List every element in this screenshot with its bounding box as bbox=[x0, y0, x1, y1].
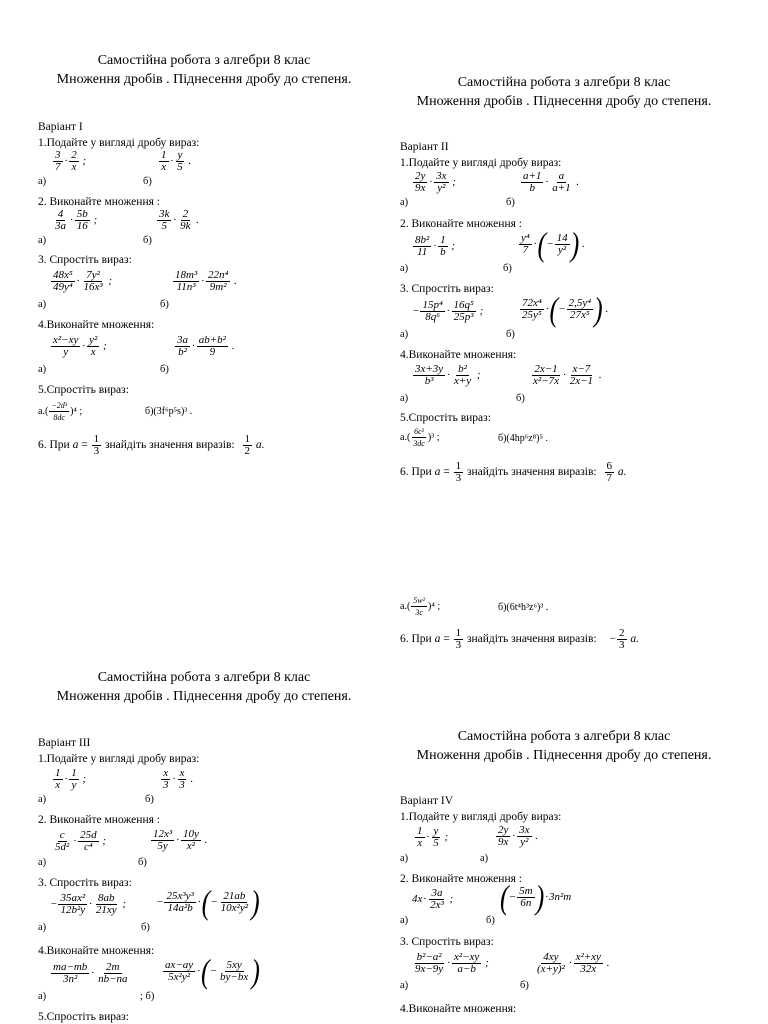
variant-title: Варіант ІІІ bbox=[38, 737, 91, 749]
expr-1a: $\frac{1}{x}$ · $\frac{y}{5}$ ; bbox=[417, 825, 449, 849]
expr-2b: $\frac{\text{y⁴}}{7}$ ·(− $\frac{14}{\text{y²}}$ ) . bbox=[521, 225, 585, 263]
label-a: а) bbox=[400, 393, 409, 404]
expr-5b-body: (3f⁶p⁵s)³ . bbox=[153, 406, 193, 417]
expr-3a: $\frac{\text{48x⁵}}{\text{49y⁴}}$ · $\frac{\text{7y²}}{\text{16x³}}$ ; bbox=[53, 269, 113, 293]
label-a: а) bbox=[38, 235, 47, 246]
expr-1a: $\frac{3}{7}$ · $\frac{2}{x}$ ; bbox=[55, 149, 87, 173]
label-a: а) bbox=[38, 176, 47, 187]
label-b: ; б) bbox=[140, 991, 155, 1002]
label-b: б) bbox=[498, 602, 507, 613]
task-4-heading: 4.Виконайте множення: bbox=[400, 1003, 517, 1015]
task-6-var: a bbox=[434, 633, 441, 645]
expr-5b bbox=[145, 406, 192, 417]
variant-title: Варіант ІІ bbox=[400, 141, 449, 153]
header-line1: Самостійна робота з алгебри 8 клас bbox=[97, 670, 311, 685]
task-4-heading: 4.Виконайте множення: bbox=[400, 349, 517, 361]
task-5-heading: 5.Спростіть вираз: bbox=[38, 1011, 129, 1023]
expr-5a: а.( $\frac{\text{−2d³}}{8dc}$ )⁴ ; bbox=[38, 401, 83, 422]
task-4-heading: 4.Виконайте множення: bbox=[38, 319, 155, 331]
expr-extra-b bbox=[498, 602, 548, 613]
expr-3b: $\frac{\text{72x⁴}}{\text{25y⁵}}$ ·(− $\frac{\text{2,5y⁴}}{\text{27x⁵}}$ ) . bbox=[522, 290, 609, 328]
label-a-dot: а. bbox=[400, 600, 407, 612]
task-6-neg: − bbox=[609, 633, 616, 645]
task-6-eq: = bbox=[440, 466, 453, 478]
task-6: 6. При a = $\frac{1}{3}$ знайдіть значення виразів: $\frac{1}{2}$ a. bbox=[38, 433, 265, 457]
label-b: б) bbox=[520, 980, 529, 991]
expr-4a: $\frac{3x+3y}{\text{b³}}$ · $\frac{\text{b²}}{x+y}$ ; bbox=[415, 363, 481, 387]
expr-1b: $\frac{a+1}{b}$ · $\frac{a}{a+1}$ . bbox=[523, 170, 580, 194]
label-a-dot: а. bbox=[400, 431, 407, 443]
header-line2: Множення дробів . Піднесення дробу до степеня. bbox=[56, 72, 352, 87]
label-b: б) bbox=[506, 329, 515, 340]
header-line2: Множення дробів . Піднесення дробу до степеня. bbox=[416, 94, 712, 109]
expr-5a-tail: )³ ; bbox=[427, 431, 440, 443]
label-b: б) bbox=[145, 406, 154, 417]
task-6-eq: = bbox=[78, 439, 91, 451]
variant-title: Варіант ІV bbox=[400, 795, 454, 807]
task-5-heading: 5.Спростіть вираз: bbox=[38, 384, 129, 396]
label-b: б) bbox=[498, 433, 507, 444]
expr-1a: $\frac{1}{x}$ · $\frac{1}{y}$ ; bbox=[55, 767, 87, 791]
task-5-heading: 5.Спростіть вираз: bbox=[400, 412, 491, 424]
label-b: б) bbox=[143, 176, 152, 187]
label-a-dot: а. bbox=[38, 405, 45, 417]
task-6-tail: a. bbox=[627, 633, 639, 645]
task-3-heading: 3. Спростіть вираз: bbox=[38, 877, 132, 889]
task-2-heading: 2. Виконайте множення : bbox=[38, 814, 160, 826]
expr-5b bbox=[498, 433, 548, 444]
header-line1: Самостійна робота з алгебри 8 клас bbox=[457, 729, 671, 744]
label-b: б) bbox=[141, 922, 150, 933]
expr-2b: $\frac{\text{12x³}}{5y}$ · $\frac{10y}{\text{x²}}$ . bbox=[153, 828, 208, 852]
label-b: б) bbox=[516, 393, 525, 404]
task-2-heading: 2. Виконайте множення : bbox=[38, 196, 160, 208]
task-2-heading: 2. Виконайте множення : bbox=[400, 218, 522, 230]
label-a: а) bbox=[400, 915, 409, 926]
header-line2: Множення дробів . Піднесення дробу до степеня. bbox=[416, 748, 712, 763]
header-title-2 bbox=[394, 73, 734, 111]
expr-5b-body: (4hp⁶z⁸)⁵ . bbox=[506, 433, 548, 444]
label-b: б) bbox=[160, 299, 169, 310]
task-6-prefix: 6. При bbox=[38, 439, 73, 451]
expr-extra-a-tail: )⁴ ; bbox=[428, 600, 441, 612]
label-a: а) bbox=[400, 853, 409, 864]
label-a: а) bbox=[480, 853, 489, 864]
label-a: а) bbox=[38, 922, 47, 933]
expr-1b: $\frac{x}{3}$ · $\frac{x}{3}$ . bbox=[163, 767, 194, 791]
expr-extra-a: а.( $\frac{\text{5w²}}{3c}$ )⁴ ; bbox=[400, 596, 441, 617]
task-1-heading: 1.Подайте у вигляді дробу вираз: bbox=[38, 137, 200, 149]
header-title-4 bbox=[394, 727, 734, 765]
expr-4a: $\frac{ma-mb}{\text{3n²}}$ · $\frac{2m}{nb-na}$ bbox=[53, 961, 128, 985]
expr-extra-b-body: (6t⁴h³z⁶)³ . bbox=[506, 602, 549, 613]
header-title-1 bbox=[34, 51, 374, 89]
label-a: а) bbox=[38, 857, 47, 868]
label-b: б) bbox=[503, 263, 512, 274]
task-3-heading: 3. Спростіть вираз: bbox=[38, 254, 132, 266]
label-b: б) bbox=[486, 915, 495, 926]
expr-2a: $\frac{4}{3a}$ · $\frac{5b}{16}$ ; bbox=[55, 208, 98, 232]
label-a: а) bbox=[38, 794, 47, 805]
label-a: а) bbox=[400, 263, 409, 274]
label-a: а) bbox=[38, 364, 47, 375]
label-a: а) bbox=[400, 197, 409, 208]
task-6-mid: знайдіть значення виразів: bbox=[464, 633, 600, 645]
header-line1: Самостійна робота з алгебри 8 клас bbox=[97, 53, 311, 68]
expr-4b: $\frac{2x-1}{\text{x²−7x}}$ · $\frac{x-7}{2x-1}$ . bbox=[533, 363, 602, 387]
task-6-tail: a. bbox=[253, 439, 265, 451]
expr-5a-tail: )⁴ ; bbox=[70, 405, 83, 417]
header-line2: Множення дробів . Піднесення дробу до степеня. bbox=[56, 689, 352, 704]
label-b: б) bbox=[143, 235, 152, 246]
label-b: б) bbox=[160, 364, 169, 375]
task-6-mid: знайдіть значення виразів: bbox=[464, 466, 600, 478]
task-4-heading: 4.Виконайте множення: bbox=[38, 945, 155, 957]
label-a: а) bbox=[38, 991, 47, 1002]
task-6-tail: a. bbox=[615, 466, 627, 478]
expr-2a: $\frac{\text{8b²}}{11}$ · $\frac{1}{b}$ ; bbox=[415, 234, 455, 258]
expr-1b: $\frac{2y}{9x}$ · $\frac{3x}{\text{y²}}$ . bbox=[498, 824, 539, 848]
header-title-3 bbox=[34, 668, 374, 706]
header-line1: Самостійна робота з алгебри 8 клас bbox=[457, 75, 671, 90]
label-b: б) bbox=[506, 197, 515, 208]
label-a: а) bbox=[400, 980, 409, 991]
expr-3b: $\frac{\text{18m³}}{\text{11n³}}$ · $\frac{\text{22n⁴}}{\text{9m²}}$ . bbox=[175, 269, 237, 293]
expr-4a: $\frac{\text{x²−xy}}{y}$ · $\frac{\text{y²}}{x}$ ; bbox=[53, 334, 107, 358]
task-6-extra: 6. При a = $\frac{1}{3}$ знайдіть значення виразів: − $\frac{2}{3}$ a. bbox=[400, 627, 639, 651]
task-6-eq: = bbox=[440, 633, 453, 645]
expr-1a: $\frac{2y}{9x}$ · $\frac{3x}{\text{y²}}$ ; bbox=[415, 170, 456, 194]
task-6-prefix: 6. При bbox=[400, 466, 435, 478]
task-6-mid: знайдіть значення виразів: bbox=[102, 439, 238, 451]
task-1-heading: 1.Подайте у вигляді дробу вираз: bbox=[400, 811, 562, 823]
label-b: б) bbox=[138, 857, 147, 868]
task-1-heading: 1.Подайте у вигляді дробу вираз: bbox=[400, 157, 562, 169]
task-2-heading: 2. Виконайте множення : bbox=[400, 873, 522, 885]
expr-2b: $\frac{3k}{5}$ · $\frac{2}{9k}$ . bbox=[159, 208, 200, 232]
task-3-heading: 3. Спростіть вираз: bbox=[400, 283, 494, 295]
variant-title: Варіант І bbox=[38, 121, 83, 133]
expr-5a: а.( $\frac{\text{6c²}}{3dc}$ )³ ; bbox=[400, 427, 440, 448]
label-a: а) bbox=[400, 329, 409, 340]
label-b: б) bbox=[145, 794, 154, 805]
expr-2a: $\frac{c}{\text{5d²}}$ · $\frac{25d}{\text{c⁴}}$ ; bbox=[55, 829, 106, 853]
task-6-prefix: 6. При bbox=[400, 633, 435, 645]
expr-2a: 4x· $\frac{3a}{\text{2x³}}$ ; bbox=[412, 887, 454, 911]
task-6-var: a bbox=[434, 466, 441, 478]
expr-3a: $\frac{\text{b²−a²}}{9x-9y}$ · $\frac{\text{x²−xy}}{a-b}$ ; bbox=[415, 951, 489, 975]
task-1-heading: 1.Подайте у вигляді дробу вираз: bbox=[38, 753, 200, 765]
expr-2b: (− $\frac{5m}{6n}$ )·3n²m bbox=[500, 878, 572, 916]
expr-3b: $\frac{4xy}{\text{(x+y)²}}$ · $\frac{\text{x²+xy}}{32x}$ . bbox=[537, 951, 610, 975]
expr-1b: $\frac{1}{x}$ · $\frac{y}{5}$ . bbox=[161, 149, 192, 173]
task-3-heading: 3. Спростіть вираз: bbox=[400, 936, 494, 948]
expr-3b: − $\frac{\text{25x³y³}}{\text{14a²b}}$ ·(− $\frac{21ab}{\text{10x²y²}}$ ) bbox=[156, 883, 260, 921]
label-a: а) bbox=[38, 299, 47, 310]
expr-4b: $\frac{ax-ay}{\text{5x²y²}}$ ·(− $\frac{5xy}{by-bx}$ ) bbox=[165, 952, 260, 990]
task-6: 6. При a = $\frac{1}{3}$ знайдіть значення виразів: $\frac{6}{7}$ a. bbox=[400, 460, 627, 484]
expr-3a: − $\frac{\text{15p⁴}}{\text{8q⁶}}$ · $\frac{\text{16q⁵}}{\text{25p³}}$ ; bbox=[412, 299, 484, 323]
expr-4b: $\frac{3a}{\text{b²}}$ · $\frac{\text{ab+b²}}{9}$ . bbox=[177, 334, 235, 358]
task-6-var: a bbox=[72, 439, 79, 451]
expr-3a: − $\frac{\text{35ax²}}{\text{12b²y}}$ · $\frac{8ab}{21xy}$ ; bbox=[50, 892, 127, 916]
